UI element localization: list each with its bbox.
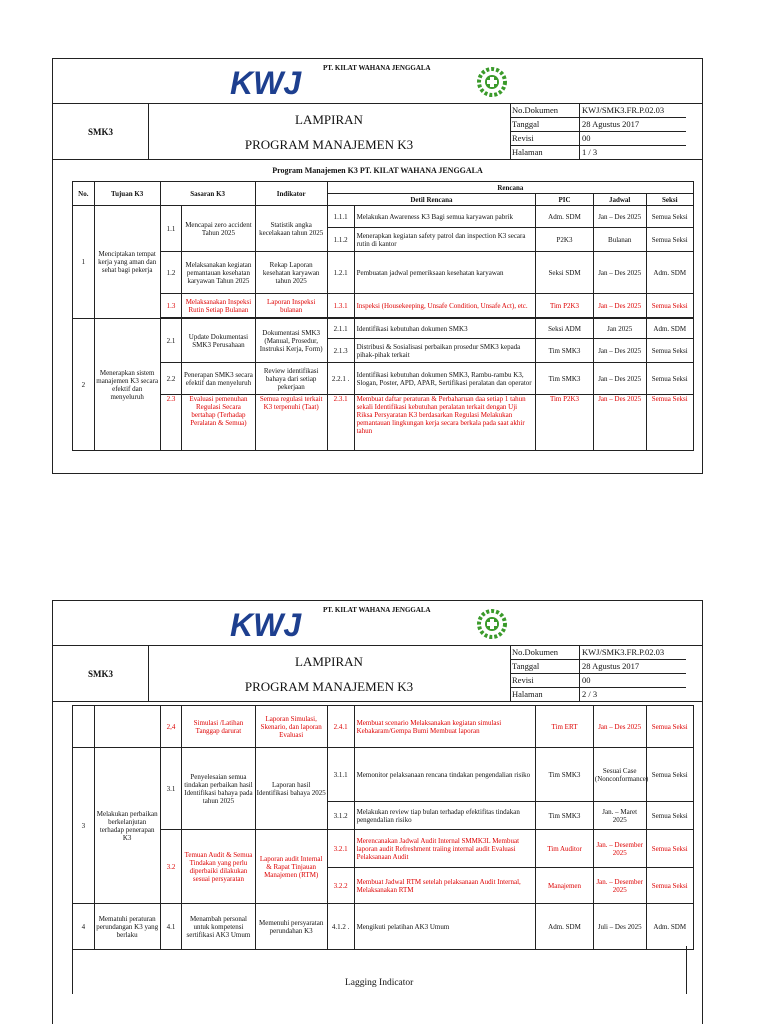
col-seksi: Seksi [646,194,694,206]
group-no: 3 [73,748,95,904]
svg-text:KWJ: KWJ [230,607,302,643]
group-no: 2 [73,319,95,451]
group-tujuan: Menerapkan sistem manajemen K3 secara efektif dan menyeluruh [94,319,160,451]
program-table-1 [72,181,694,451]
table-row: 1.2 Melaksanakan kegiatan pemantauan kesehatan karyawan Tahun 2025 Rekap Laporan kesehatan karyawan tahun 2025 1.2.1 Pembuatan jadwal pemeriksaan kesehatan karyawan Seksi SDM Jan – Des 2025 Adm. SDM [73,252,694,294]
smk3-label: SMK3 [53,646,149,702]
smk3-label: SMK3 [53,104,149,160]
document-meta: No.Dokumen KWJ/SMK3.FR.P.02.03 Tanggal 28 Agustus 2017 Revisi 00 Halaman 1 / 3 [510,104,686,160]
k3-seal-icon [477,609,507,639]
col-sasaran: Sasaran K3 [160,182,255,206]
table-row: 2.3 Evaluasi pemenuhan Regulasi Secara bertahap (Terhadap Peralatan & Semua) Semua regulasi terkait K3 terpenuhi (Taat) 2.3.1 Membuat daftar peraturan & Perbaharuan daa setiap 1 tahun sekali Identifikasi kebutuhan peralatan terkait dengan Uji Riksa Persyaratan K3 berdasarkan Regulasi Melakukan pemantauan lingkungan kerja secara berkala pada saat akhir tahun Tim P2K3 Jan – Des 2025 Semua Seksi [73,395,694,451]
col-detil: Detil Rencana [327,194,535,206]
group-no: 1 [73,206,95,319]
table-subtitle: Program Manajemen K3 PT. KILAT WAHANA JENGGALA [272,166,483,175]
table-row: 1.1.2 Menerapkan kegiatan safety patrol dan inspection K3 secara rutin di kantor P2K3 Bulanan Semua Seksi [73,228,694,252]
table-row: 2.2 Penerapan SMK3 secara efektif dan menyeluruh Review identifikasi bahaya dari setiap pekerjaan 2.2.1 . Identifikasi kebutuhan dokumen SMK3, Rambu-rambu K3, Slogan, Poster, APD, APAR, Sertifikasi peralatan dan operator Tim SMK3 Jan – Des 2025 Semua Seksi [73,363,694,395]
table-left-edge [72,946,73,994]
group-no: 4 [73,904,95,950]
page-number: 1 / 3 [582,147,598,157]
title-lampiran: LAMPIRAN [295,654,363,669]
table-row: 2.1.3 Distribusi & Sosialisasi perbaikan prosedur SMK3 kepada pihak-pihak terkait Tim SMK3 Jan – Des 2025 Semua Seksi [73,339,694,363]
col-rencana: Rencana [327,182,693,194]
title-lampiran: LAMPIRAN [295,112,363,127]
table-row: 3 Melakukan perbaikan berkelanjutan terhadap penerapan K3 3.1 Penyelesaian semua tindakan perbaikan hasil Identifikasi bahaya pada tahun 2025 Laporan hasil Identifikasi bahaya 2025 3.1.1 Memonitor pelaksanaan rencana tindakan pengendalian risiko Tim SMK3 Sesuai Case (Nonconformance) Semua Seksi [73,748,694,802]
program-table-2 [72,705,694,950]
company-logo [228,604,302,643]
document-meta: No.Dokumen KWJ/SMK3.FR.P.02.03 Tanggal 28 Agustus 2017 Revisi 00 Halaman 2 / 3 [510,646,686,702]
k3-seal-icon [477,67,507,97]
table-row: 4 Mematuhi peraturan perundangan K3 yang berlaku 4.1 Menambah personal untuk kompetensi sertifikasi AK3 Umum Memenuhi persyaratan perundahan K3 4.1.2 . Mengikuti pelatihan AK3 Umum Adm. SDM Juli – Des 2025 Adm. SDM [73,904,694,950]
group-tujuan: Mematuhi peraturan perundangan K3 yang berlaku [94,904,160,950]
col-jadwal: Jadwal [593,194,646,206]
col-pic: PIC [536,194,594,206]
company-name: PT. KILAT WAHANA JENGGALA [323,64,431,72]
table-row: 3.2.2 Membuat Jadwal RTM setelah pelaksanaan Audit Internal, Melaksanakan RTM Manajemen Jan. – Desember 2025 Semua Seksi [73,868,694,904]
table-right-edge [686,946,687,994]
table-row: 3.1.2 Melakukan review tiap bulan terhadap efektifitas tindakan pengendalian risiko Tim SMK3 Jan. – Maret 2025 Semua Seksi [73,802,694,830]
table-row: 1 Menciptakan tempat kerja yang aman dan sehat bagi pekerja 1.1 Mencapai zero accident Tahun 2025 Statistik angka kecelakaan tahun 2025 1.1.1 Melakukan Awareness K3 Bagi semua karyawan pabrik Adm. SDM Jan – Des 2025 Semua Seksi [73,206,694,228]
col-no: No. [73,182,95,206]
col-tujuan: Tujuan K3 [94,182,160,206]
page-header [53,59,702,160]
col-indikator: Indikator [255,182,327,206]
group-tujuan: Melakukan perbaikan berkelanjutan terhadap penerapan K3 [94,748,160,904]
page-number: 2 / 3 [582,689,598,699]
lagging-indicator-label: Lagging Indicator [345,978,414,988]
company-logo [228,62,302,101]
title-program: PROGRAM MANAJEMEN K3 [244,137,414,152]
group-tujuan: Menciptakan tempat kerja yang aman dan sehat bagi pekerja [94,206,160,319]
page-header [53,601,702,702]
company-name: PT. KILAT WAHANA JENGGALA [323,606,431,614]
table-row: 1.3 Melaksanakan Inspeksi Rutin Setiap Bulanan Laporan Inspeksi bulanan 1.3.1 Inspeksi (Housekeeping, Unsafe Condition, Unsafe Act), etc. Tim P2K3 Jan – Des 2025 Semua Seksi [73,294,694,318]
table-row: 2 Menerapkan sistem manajemen K3 secara efektif dan menyeluruh 2.1 Update Dokumentasi SMK3 Perusahaan Dokumentasi SMK3 (Manual, Prosedur, Instruksi Kerja, Form) 2.1.1 Identifikasi kebutuhan dokumen SMK3 Seksi ADM Jan 2025 Adm. SDM [73,319,694,339]
svg-text:KWJ: KWJ [230,65,302,101]
title-program: PROGRAM MANAJEMEN K3 [244,679,414,694]
table-row: 2,4 Simulasi /Latihan Tanggap darurat Laporan Simulasi, Skenario, dan laporan Evaluasi 2.4.1 Membuat scenario Melaksanakan kegiatan simulasi Kebakaram/Gempa Bumi Membuat laporan Tim ERT Jan – Des 2025 Semua Seksi [73,706,694,748]
table-row: 3.2 Temuan Audit & Semua Tindakan yang perlu diperbaiki dilakukan sesuai persyaratan Laporan audit Internal & Rapat Tinjauan Manajemen (RTM) 3.2.1 Merencanakan Jadwal Audit Internal SMMK3L Membuat laporan audit Refreshment traiing internal audit Evaluasi Pelaksanaan Audit Tim Auditor Jan. – Desember 2025 Semua Seksi [73,830,694,868]
